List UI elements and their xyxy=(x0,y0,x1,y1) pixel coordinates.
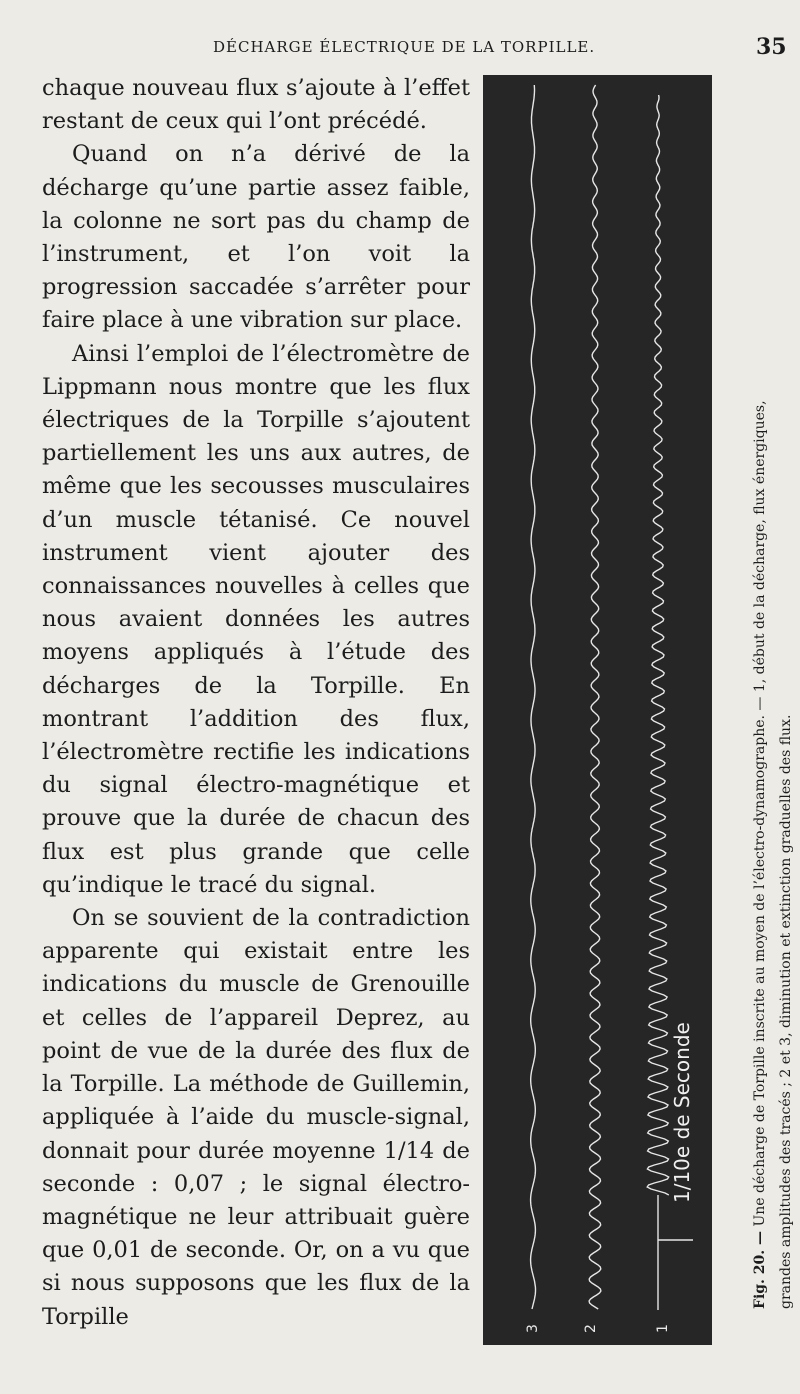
trace-label-2: 2 xyxy=(583,1324,599,1333)
body-text xyxy=(42,72,470,1334)
paragraph-1: chaque nouveau flux s’ajoute à l’effet restant de ceux qui l’ont précédé. xyxy=(42,75,470,135)
trace-2-line xyxy=(589,85,601,1309)
page-header xyxy=(0,34,800,64)
page-number: 35 xyxy=(756,34,787,60)
paragraph-4: On se souvient de la contradiction apparente qui existait entre les indications du muscle de Grenouille et celles de l’appareil Deprez, au point de vue de la durée des flux de la Torpille. La méthode de Guillemin, appliquée à l’aide du muscle-signal, donnait pour durée moyenne 1/14 de seconde : 0,07 ; le signal électro-magnétique ne leur attribuait guère que 0,01 de seconde. Or, on a vu que si nous supposons que les flux de la Torpille xyxy=(42,905,470,1330)
figure-20 xyxy=(483,75,794,1345)
caption-text-1: Une décharge de Torpille inscrite au moyen de l’électro-dynamographe. — 1, début de la décharge, flux énergiques, xyxy=(752,400,768,1227)
caption-line-2: grandes amplitudes des tracés ; 2 et 3, diminution et extinction graduelles des flux. xyxy=(778,714,794,1309)
trace-3-line xyxy=(531,85,536,1309)
paragraph-2: Quand on n’a dérivé de la décharge qu’une partie assez faible, la colonne ne sort pas du champ de l’instrument, et l’on voit la progression saccadée s’arrêter pour faire place à une vibration sur place. xyxy=(42,141,470,334)
trace-1-line xyxy=(647,95,669,1195)
figure-caption xyxy=(747,149,799,1309)
trace-plate xyxy=(483,75,712,1345)
scale-label: 1/10e de Seconde xyxy=(670,1022,694,1203)
running-title: DÉCHARGE ÉLECTRIQUE DE LA TORPILLE. xyxy=(213,38,596,56)
caption-number: Fig. 20. — xyxy=(752,1230,768,1309)
trace-1-baseline xyxy=(658,1195,693,1310)
trace-label-1: 1 xyxy=(655,1324,671,1333)
caption-line-1 xyxy=(747,149,773,1309)
trace-label-3: 3 xyxy=(525,1324,541,1333)
paragraph-3: Ainsi l’emploi de l’électromètre de Lippmann nous montre que les flux électriques de la Torpille s’ajoutent partiellement les uns aux autres, de même que les secousses musculaires d’un muscle tétanisé. Ce nouvel instrument vient ajouter des connaissances nouvelles à celles que nous avaient données les autres moyens appliqués à l’étude des décharges de la Torpille. En montrant l’addition des flux, l’électromètre rectifie les indications du signal électro-magnétique et prouve que la durée de chacun des flux est plus grande que celle qu’indique le tracé du signal. xyxy=(42,340,470,898)
